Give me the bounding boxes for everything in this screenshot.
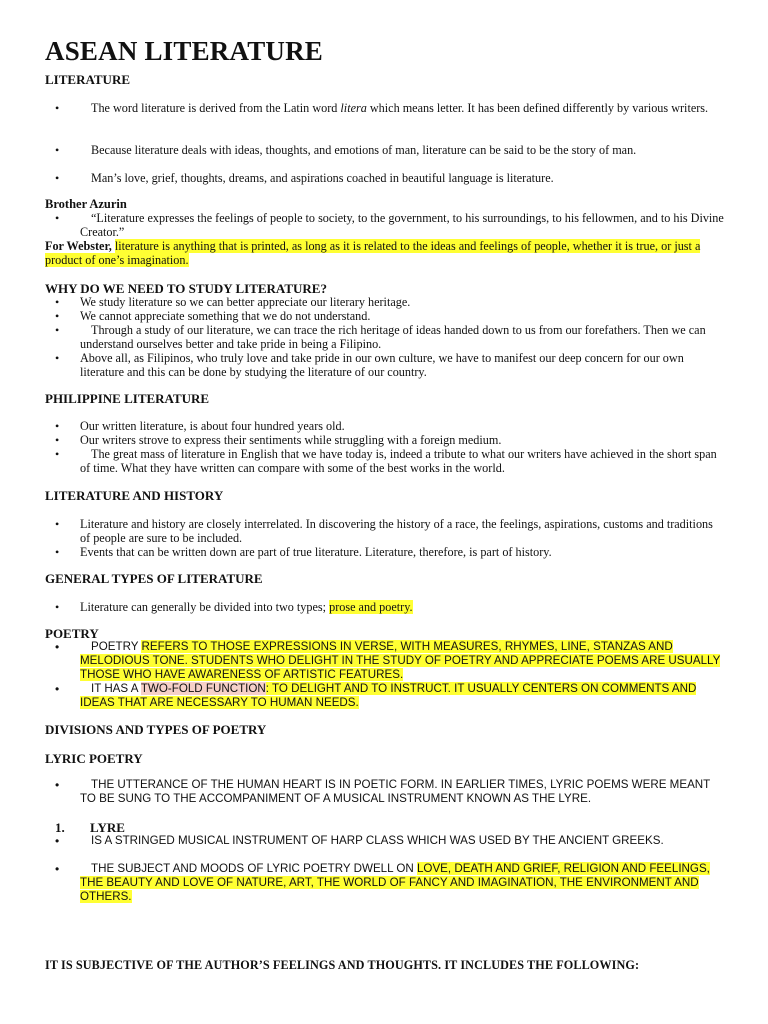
lyre-label: LYRE — [90, 820, 125, 835]
list-item: • THE UTTERANCE OF THE HUMAN HEART IS IN POETIC FORM. IN EARLIER TIMES, LYRIC POEMS WERE MEANT TO BE SUNG TO THE ACCOMPANIMENT OF A MUSICAL INSTRUMENT KNOWN AS THE LYRE. — [80, 778, 725, 806]
list-item: • Man’s love, grief, thoughts, dreams, and aspirations coached in beautiful language is literature. — [80, 171, 725, 185]
list-item: • Because literature deals with ideas, thoughts, and emotions of man, literature can be said to be the story of man. — [80, 143, 725, 157]
section-heading-divisions: DIVISIONS AND TYPES OF POETRY — [45, 722, 267, 737]
list-item: • Through a study of our literature, we can trace the rich heritage of ideas handed down to us from our forefathers. Then we can understand ourselves better and take pride in being a Filipino. — [80, 323, 725, 351]
list-item: • Above all, as Filipinos, who truly love and take pride in our own culture, we have to manifest our deep concern for our own literature and this can be done by studying the literature of our country. — [80, 351, 725, 379]
section-heading-philippine: PHILIPPINE LITERATURE — [45, 391, 210, 406]
section-heading-lyric: LYRIC POETRY — [45, 751, 143, 766]
section-heading-azurin: Brother Azurin — [45, 197, 127, 211]
list-item: • Literature and history are closely interrelated. In discovering the history of a race, the feelings, aspirations, customs and traditions of people are sure to be included. — [80, 517, 725, 545]
list-item: • IS A STRINGED MUSICAL INSTRUMENT OF HARP CLASS WHICH WAS USED BY THE ANCIENT GREEKS. — [80, 834, 725, 848]
list-item: • The great mass of literature in English that we have today is, indeed a tribute to what our writers have achieved in the short span of time. What they have written can compare with some of the best works in the world. — [80, 447, 725, 475]
webster-definition: For Webster, literature is anything that is printed, as long as it is related to the ideas and feelings of people, whether it is true, or just a product of one’s imagination. — [45, 239, 701, 267]
section-heading-types: GENERAL TYPES OF LITERATURE — [45, 571, 263, 586]
section-heading-history: LITERATURE AND HISTORY — [45, 488, 224, 503]
list-number: 1. — [55, 820, 65, 835]
list-item: • POETRY REFERS TO THOSE EXPRESSIONS IN VERSE, WITH MEASURES, RHYMES, LINE, STANZAS AND MELODIOUS TONE. STUDENTS WHO DELIGHT IN THE STUDY OF POETRY AND APPRECIATE POEMS ARE USUALLY THOSE WHO HAVE AWARENESS OF ARTISTIC FEATURES. — [80, 640, 725, 682]
list-item: • Our written literature, is about four hundred years old. — [80, 419, 725, 433]
list-item: • THE SUBJECT AND MOODS OF LYRIC POETRY DWELL ON LOVE, DEATH AND GRIEF, RELIGION AND FEELINGS, THE BEAUTY AND LOVE OF NATURE, ART, THE WORLD OF FANCY AND IMAGINATION, THE ENVIRONMENT AND OTHERS. — [80, 862, 725, 904]
list-item: • Literature can generally be divided into two types; prose and poetry. — [80, 600, 725, 614]
section-heading-literature: LITERATURE — [45, 72, 131, 87]
section-heading-why: WHY DO WE NEED TO STUDY LITERATURE? — [45, 281, 327, 296]
section-heading-poetry: POETRY — [45, 626, 99, 641]
closing-statement: IT IS SUBJECTIVE OF THE AUTHOR’S FEELINGS AND THOUGHTS. IT INCLUDES THE FOLLOWING: — [45, 958, 640, 972]
list-item: • Our writers strove to express their sentiments while struggling with a foreign medium. — [80, 433, 725, 447]
list-item: • We study literature so we can better appreciate our literary heritage. — [80, 295, 725, 309]
list-item: • IT HAS A TWO-FOLD FUNCTION: TO DELIGHT AND TO INSTRUCT. IT USUALLY CENTERS ON COMMENTS AND IDEAS THAT ARE NECESSARY TO HUMAN NEEDS. — [80, 682, 725, 710]
list-item: • The word literature is derived from the Latin word litera which means letter. It has been defined differently by various writers. — [80, 101, 725, 115]
list-item: • Events that can be written down are part of true literature. Literature, therefore, is part of history. — [80, 545, 725, 559]
azurin-quote: • “Literature expresses the feelings of people to society, to the government, to his surroundings, to his fellowmen, and to his Divine Creator.” — [80, 211, 725, 239]
document-title: ASEAN LITERATURE — [45, 36, 324, 66]
list-item: • We cannot appreciate something that we do not understand. — [80, 309, 725, 323]
